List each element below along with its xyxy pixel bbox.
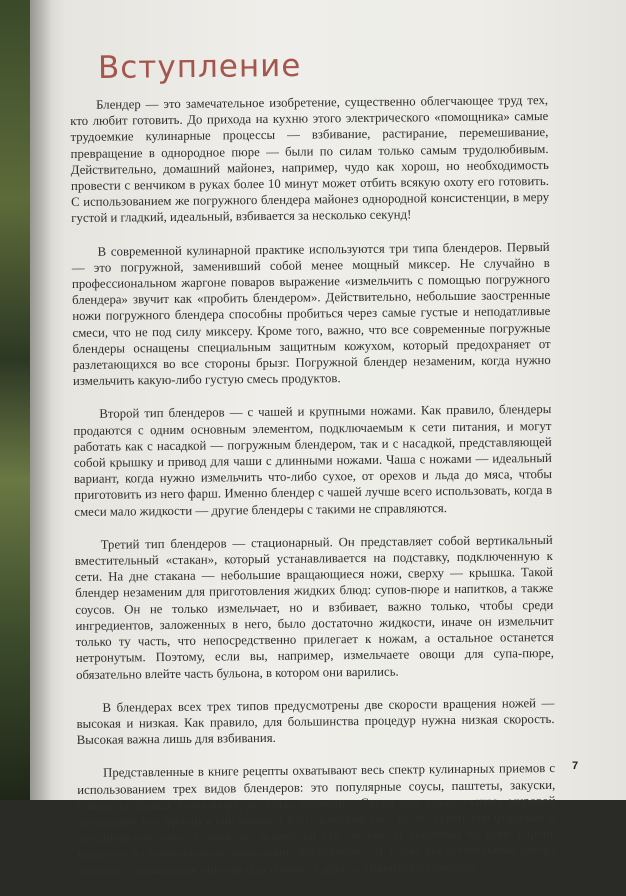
body-text <box>70 92 556 896</box>
paragraph-5: В блендерах всех трех типов предусмотрены две скорости вращения ножей — высокая и низкая. Как правило, для большинства процедур нужна низкая скорость. Высокая важна лишь для взбивания. <box>76 695 555 748</box>
paragraph-6: Представленные в книге рецепты охватывают весь спектр кулинарных приемов с использованием трех видов блендеров: это популярные соусы, паштеты, закуски, блюда из фарша, супы-пюре, десерты, напитки... Среди них также «хиты» мировой кулинарии, как французский майонез и итальянский соус песто, еврейский форшмак и мексиканские такос с авокадо, испанский суп гаспачо и любимый во всей Европе крем-суп из шампиньонов, кавказский люля-кебаб... А также восхитительный десерт тирамису, знаменитая пина-колада и многое другое. Приятного аппетита! <box>77 761 556 878</box>
book-edge-photo <box>0 0 34 800</box>
paragraph-4: Третий тип блендеров — стационарный. Он представляет собой вертикальный вместительный «стакан», который устанавливается на подставку, подключенную к сети. На дне стакана — небольшие вращающиеся ножи, сверху — крышка. Такой блендер незаменим для приготовления жидких блюд: супов-пюре и напитков, а также соусов. Он не только измельчает, но и взбивает, важно только, чтобы среди ингредиентов, заложенных в него, было достаточно жидкости, иначе он измельчит только ту часть, что непосредственно прилегает к ножам, а остальное останется нетронутым. Поэтому, если вы, например, измельчаете овощи для супа-пюре, обязательно влейте часть бульона, в котором они варились. <box>74 532 554 682</box>
paragraph-3: Второй тип блендеров — с чашей и крупными ножами. Как правило, блендеры продаются с одним основным элементом, подключаемым к сети питания, и могут работать как с насадкой — погружным блендером, так и с насадкой, представляющей собой крышку и привод для чаши с длинными ножами. Чаша с ножами — идеальный вариант, когда нужно измельчить что-либо сухое, от орехов и льда до мяса, чтобы приготовить из него фарш. Именно блендер с чашей лучше всего использовать, когда в смеси мало жидкости — другие блендеры с такими не справляются. <box>73 402 553 519</box>
page-number: 7 <box>572 760 579 772</box>
paragraph-1: Блендер — это замечательное изобретение, существенно облегчающее труд тех, кто любит готовить. До прихода на кухню этого электрического «помощника» самые трудоемкие кулинарные процессы — взбивание, растирание, перемешивание, превращение в однородное пюре — были по силам только самым трудолюбивым. Действительно, домашний майонез, например, чудо как хорош, но необходимость провести с венчиком в руках более 10 минут может отбить всякую охоту его готовить. С использованием же погружного блендера майонез однородной консистенции, в меру густой и гладкий, идеальный, взбивается за несколько секунд! <box>70 92 550 226</box>
paragraph-2: В современной кулинарной практике используются три типа блендеров. Первый — это погружной, заменивший собой менее мощный миксер. Не случайно в профессиональном жаргоне поваров выражение «измельчить с помощью погружного блендера» звучит как «пробить блендером». Действительно, небольшие заостренные ножи погружного блендера способны пробиться через самые густые и неподатливые смеси, что не под силу миксеру. Кроме того, важно, что все современные погружные блендеры оснащены специальным защитным кожухом, который предохраняет от разлетающихся во все стороны брызг. Погружной блендер незаменим, когда нужно измельчить какую-либо густую смесь продуктов. <box>71 239 551 389</box>
page-title: Вступление <box>97 47 302 86</box>
page-gutter-shadow <box>30 0 52 800</box>
